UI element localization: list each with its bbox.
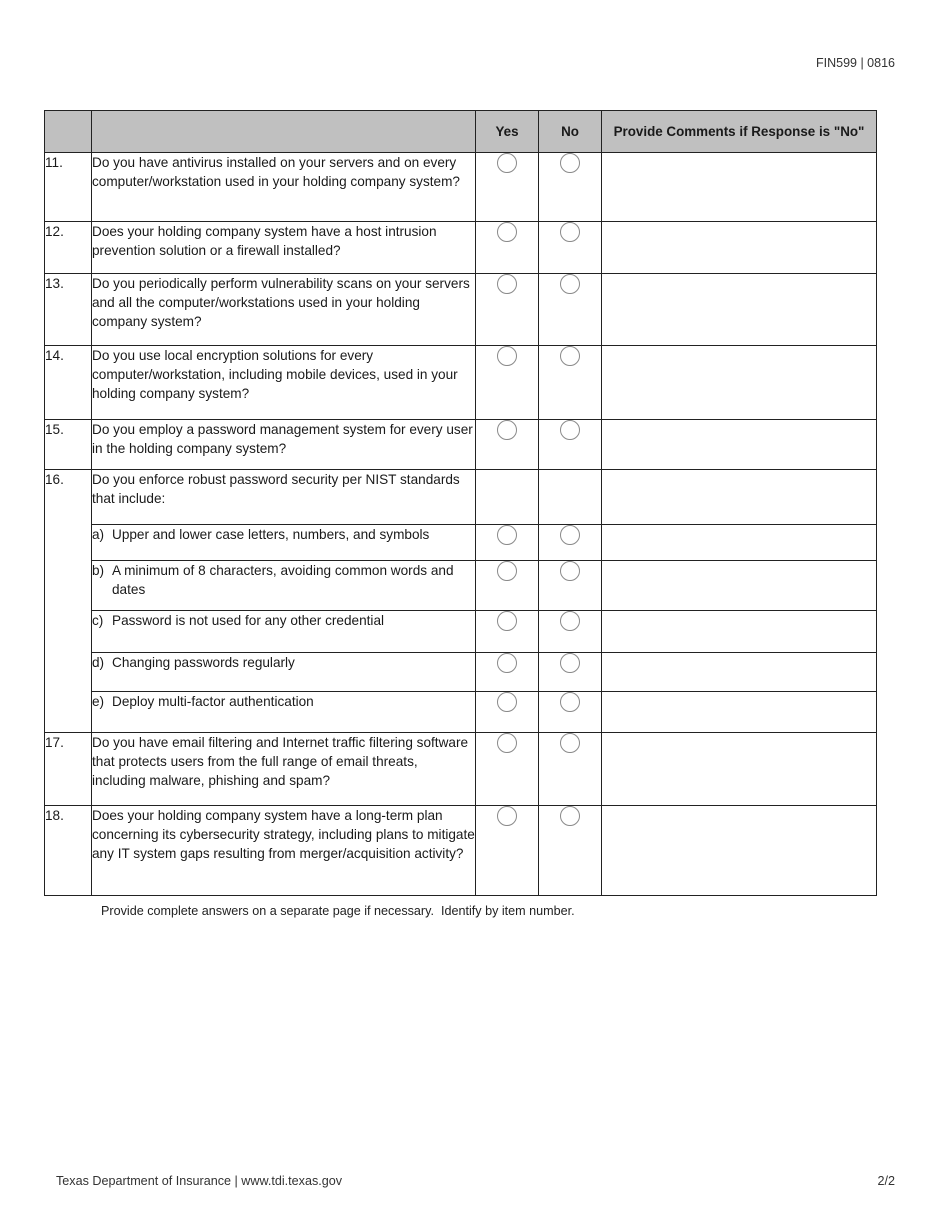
sub-item-text: Deploy multi-factor authentication (112, 694, 314, 709)
question-text: Do you have antivirus installed on your servers and on every computer/workstation used in your holding company system? (92, 153, 476, 222)
comments-field-12[interactable] (602, 222, 877, 274)
sub-item-letter: c) (92, 613, 104, 628)
item-number: 14. (45, 346, 92, 420)
no-cell (539, 153, 602, 222)
yes-cell (476, 806, 539, 896)
yes-cell (476, 692, 539, 733)
comments-field-16c[interactable] (602, 611, 877, 653)
table-row (45, 561, 877, 611)
item-number: 11. (45, 153, 92, 222)
item-number: 18. (45, 806, 92, 896)
sub-item-letter: d) (92, 655, 105, 670)
yes-cell (476, 561, 539, 611)
yes-cell (476, 346, 539, 420)
sub-item (92, 561, 476, 611)
item-number: 16. (45, 470, 92, 733)
no-radio-14[interactable] (560, 346, 580, 366)
sub-item-letter: b) (92, 563, 105, 578)
yes-cell (476, 153, 539, 222)
sub-item (92, 692, 476, 733)
yes-radio-15[interactable] (497, 420, 517, 440)
sub-item (92, 653, 476, 692)
no-cell-empty (539, 470, 602, 525)
yes-cell (476, 420, 539, 470)
question-text: Do you periodically perform vulnerability scans on your servers and all the computer/workstations used in your holding company system? (92, 274, 476, 346)
no-radio-16e[interactable] (560, 692, 580, 712)
no-cell (539, 346, 602, 420)
table-row (45, 346, 877, 420)
questionnaire-table (44, 110, 877, 896)
table-row (45, 470, 877, 525)
item-number: 12. (45, 222, 92, 274)
table-row (45, 222, 877, 274)
sub-item-text: A minimum of 8 characters, avoiding common words and dates (112, 563, 454, 597)
sub-item (92, 525, 476, 561)
header-yes: Yes (476, 111, 539, 153)
no-radio-11[interactable] (560, 153, 580, 173)
table-row (45, 611, 877, 653)
footer-agency: Texas Department of Insurance | www.tdi.texas.gov (56, 1174, 343, 1188)
no-cell (539, 692, 602, 733)
comments-field-16[interactable] (602, 470, 877, 525)
no-radio-16d[interactable] (560, 653, 580, 673)
yes-cell (476, 653, 539, 692)
header-num-cell (45, 111, 92, 153)
sub-item-text: Upper and lower case letters, numbers, and symbols (112, 527, 430, 542)
question-text: Do you enforce robust password security per NIST standards that include: (92, 470, 476, 525)
yes-cell (476, 525, 539, 561)
sub-item-text: Password is not used for any other credential (112, 613, 385, 628)
yes-radio-16e[interactable] (497, 692, 517, 712)
table-row (45, 420, 877, 470)
question-text: Does your holding company system have a long-term plan concerning its cybersecurity strategy, including plans to mitigate any IT system gaps resulting from merger/acquisition activity? (92, 806, 476, 896)
sub-item-letter: a) (92, 527, 105, 542)
table-row (45, 653, 877, 692)
header-question-cell (92, 111, 476, 153)
header-comments: Provide Comments if Response is "No" (602, 111, 877, 153)
page-number: 2/2 (877, 1174, 895, 1188)
question-text: Do you have email filtering and Internet traffic filtering software that protects users from the full range of email threats, including malware, phishing and spam? (92, 733, 476, 806)
sub-item (92, 611, 476, 653)
yes-cell (476, 733, 539, 806)
question-text: Do you employ a password management system for every user in the holding company system? (92, 420, 476, 470)
no-cell (539, 806, 602, 896)
no-cell (539, 420, 602, 470)
no-radio-17[interactable] (560, 733, 580, 753)
yes-radio-17[interactable] (497, 733, 517, 753)
yes-radio-16c[interactable] (497, 611, 517, 631)
comments-field-18[interactable] (602, 806, 877, 896)
no-radio-18[interactable] (560, 806, 580, 826)
no-radio-13[interactable] (560, 274, 580, 294)
no-cell (539, 274, 602, 346)
table-header-row (45, 111, 877, 153)
comments-field-16e[interactable] (602, 692, 877, 733)
yes-cell-empty (476, 470, 539, 525)
no-radio-16c[interactable] (560, 611, 580, 631)
no-radio-15[interactable] (560, 420, 580, 440)
sub-item-text: Changing passwords regularly (112, 655, 295, 670)
yes-radio-12[interactable] (497, 222, 517, 242)
no-cell (539, 561, 602, 611)
item-number: 15. (45, 420, 92, 470)
table-row (45, 274, 877, 346)
no-cell (539, 525, 602, 561)
no-radio-16a[interactable] (560, 525, 580, 545)
table-row (45, 806, 877, 896)
comments-field-11[interactable] (602, 153, 877, 222)
comments-field-13[interactable] (602, 274, 877, 346)
question-text: Does your holding company system have a host intrusion prevention solution or a firewall installed? (92, 222, 476, 274)
yes-cell (476, 274, 539, 346)
yes-radio-16a[interactable] (497, 525, 517, 545)
yes-radio-16b[interactable] (497, 561, 517, 581)
comments-field-16d[interactable] (602, 653, 877, 692)
table-row (45, 525, 877, 561)
comments-field-16a[interactable] (602, 525, 877, 561)
no-radio-12[interactable] (560, 222, 580, 242)
sub-item-letter: e) (92, 694, 105, 709)
header-no: No (539, 111, 602, 153)
yes-radio-14[interactable] (497, 346, 517, 366)
yes-cell (476, 611, 539, 653)
yes-radio-11[interactable] (497, 153, 517, 173)
yes-cell (476, 222, 539, 274)
item-number: 17. (45, 733, 92, 806)
form-code: FIN599 | 0816 (816, 56, 895, 70)
no-cell (539, 611, 602, 653)
yes-radio-18[interactable] (497, 806, 517, 826)
table-row (45, 153, 877, 222)
comments-field-15[interactable] (602, 420, 877, 470)
no-radio-16b[interactable] (560, 561, 580, 581)
comments-field-14[interactable] (602, 346, 877, 420)
table-row (45, 692, 877, 733)
item-number: 13. (45, 274, 92, 346)
no-cell (539, 653, 602, 692)
instruction-note: Provide complete answers on a separate page if necessary. Identify by item number. (101, 904, 575, 918)
yes-radio-13[interactable] (497, 274, 517, 294)
table-row (45, 733, 877, 806)
no-cell (539, 733, 602, 806)
comments-field-17[interactable] (602, 733, 877, 806)
question-text: Do you use local encryption solutions for every computer/workstation, including mobile devices, used in your holding company system? (92, 346, 476, 420)
no-cell (539, 222, 602, 274)
yes-radio-16d[interactable] (497, 653, 517, 673)
comments-field-16b[interactable] (602, 561, 877, 611)
